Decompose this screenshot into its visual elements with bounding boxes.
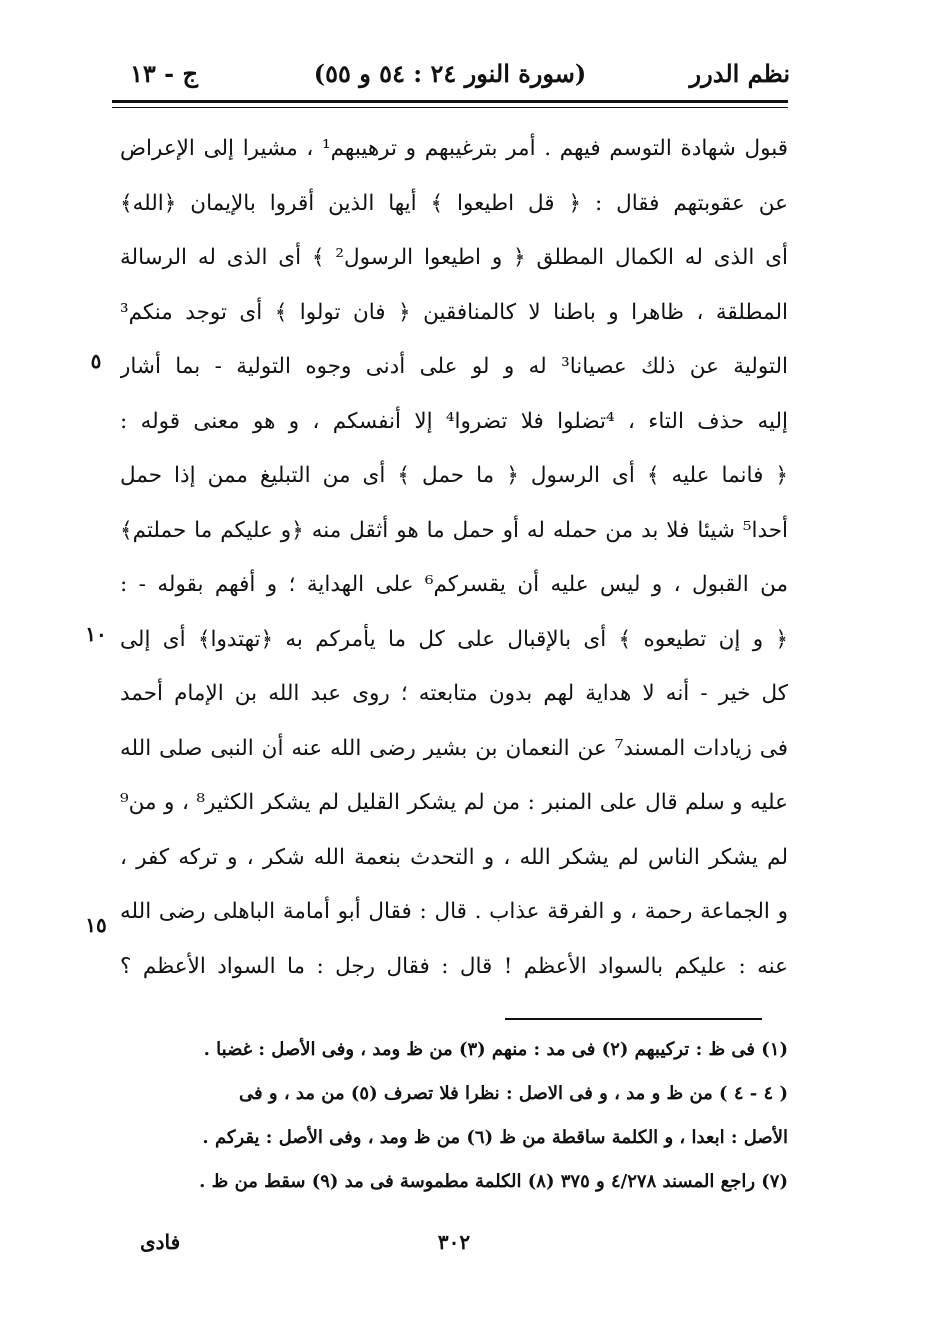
book-title: نظم الدرر	[689, 59, 790, 88]
footnote-line: (٧) راجع المسند ٤/٢٧٨ و ٣٧٥ (٨) الكلمة مطموسة فى مد (٩) سقط من ظ .	[199, 1171, 788, 1192]
surah-reference: (سورة النور ٢٤ : ٥٤ و ٥٥)	[313, 59, 587, 88]
signature-text: فادى	[140, 1230, 181, 1254]
text-line: أى الذى له الكمال المطلق ﴿ و اطيعوا الرسول² ﴾ أى الذى له الرسالة	[120, 245, 788, 270]
page-header	[110, 55, 790, 95]
text-line: قبول شهادة التوسم فيهم . أمر بترغيبهم و ترهيبهم¹ ، مشيرا إلى الإعراض	[120, 136, 788, 161]
volume-label: ج - ١٣	[130, 59, 198, 88]
text-line: و الجماعة رحمة ، و الفرقة عذاب . قال : فقال أبو أمامة الباهلى رضى الله	[120, 899, 788, 924]
text-line: عن عقوبتهم فقال : ﴿ قل اطيعوا ﴾ أيها الذين أقروا بالإيمان ﴿الله﴾	[120, 190, 788, 216]
text-line: أحدا⁵ شيئا فلا بد من حمله له أو حمل ما هو أثقل منه ﴿و عليكم ما حملتم﴾	[120, 517, 788, 543]
footnotes	[120, 1028, 788, 1204]
main-text	[120, 122, 788, 994]
line-number-10: ١٠	[85, 622, 107, 646]
text-line: كل خير - أنه لا هداية لهم بدون متابعته ؛ روى عبد الله بن الإمام أحمد	[120, 681, 788, 706]
footnote-line: ( ٤ - ٤ ) من ظ و مد ، و فى الاصل : نظرا فلا تصرف (٥) من مد ، و فى	[239, 1083, 788, 1104]
text-line: عنه : عليكم بالسواد الأعظم ! قال : فقال رجل : ما السواد الأعظم ؟	[120, 953, 788, 979]
line-number-15: ١٥	[85, 913, 107, 937]
text-line: المطلقة ، ظاهرا و باطنا لا كالمنافقين ﴿ فان تولوا ﴾ أى توجد منكم³	[120, 299, 788, 325]
footnote-line: (١) فى ظ : تركيبهم (٢) فى مد : منهم (٣) من ظ ومد ، وفى الأصل : غضبا .	[203, 1039, 788, 1060]
line-number-5: ٥	[90, 349, 102, 373]
text-line: عليه و سلم قال على المنبر : من لم يشكر القليل لم يشكر الكثير⁸ ، و من⁹	[120, 790, 788, 815]
text-line: لم يشكر الناس لم يشكر الله ، و التحدث بنعمة الله شكر ، و تركه كفر ،	[120, 844, 788, 870]
text-line: ﴿ و إن تطيعوه ﴾ أى بالإقبال على كل ما يأمركم به ﴿تهتدوا﴾ أى إلى	[120, 626, 788, 652]
text-line: إليه حذف التاء ، ⁴تضلوا فلا تضروا⁴ إلا أنفسكم ، و هو معنى قوله :	[120, 408, 788, 434]
text-line: التولية عن ذلك عصيانا³ له و لو على أدنى وجوه التولية - بما أشار	[120, 354, 788, 379]
text-line: فى زيادات المسند⁷ عن النعمان بن بشير رضى الله عنه أن النبى صلى الله	[120, 735, 788, 761]
page-footer	[120, 1228, 788, 1264]
header-rule-thick	[112, 100, 788, 103]
text-line: ﴿ فانما عليه ﴾ أى الرسول ﴿ ما حمل ﴾ أى من التبليغ ممن إذا حمل	[120, 463, 788, 488]
header-rule-thin	[112, 107, 788, 108]
text-line: من القبول ، و ليس عليه أن يقسركم⁶ على الهداية ؛ و أفهم بقوله - :	[120, 572, 788, 597]
footnote-line: الأصل : ابعدا ، و الكلمة ساقطة من ظ (٦) من ظ ومد ، وفى الأصل : يقركم .	[202, 1127, 788, 1148]
page-number: ٣٠٢	[437, 1230, 471, 1254]
footnote-rule	[505, 1018, 762, 1020]
